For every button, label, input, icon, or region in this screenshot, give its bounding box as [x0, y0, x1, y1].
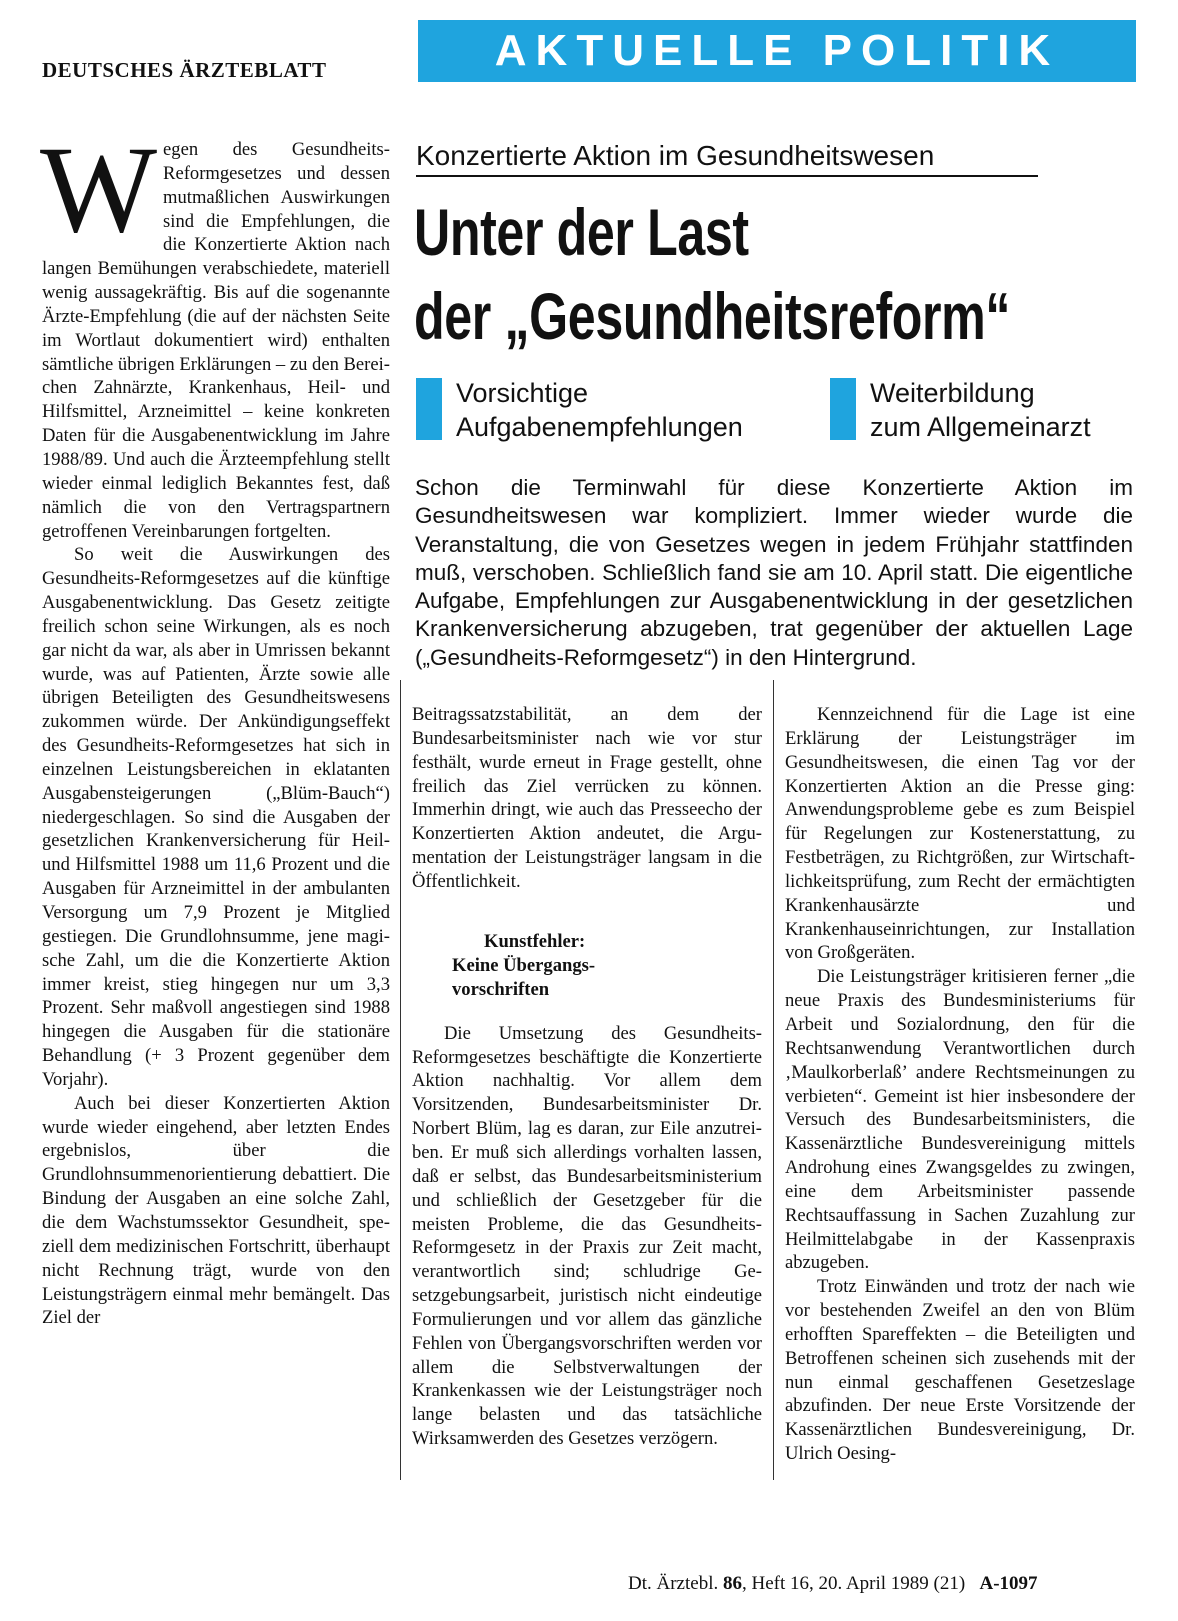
paragraph: Beitragssatzstabilität, an dem der Bundesarbeitsminister nach wie vor stur festhält, wurde erneut in Frage gestellt, ohne freilich das Ziel verrücken zu können. Immerhin dringt, wie auch das Presseecho der Konzertierten Aktion andeutet, die Argumentation der Leistungsträger langsam in die Öffentlichkeit. — [412, 704, 762, 892]
paragraph: So weit die Auswirkungen des Gesundheits-Reformgesetzes auf die künftige Ausgabenentwicklung. Das Gesetz zeitigte freilich schon seine Wirkungen, als es noch gar nicht da war, als aber in Umrissen bekannt wurde, was auf Patienten, Ärzte sowie alle übrigen Beteiligten des Gesundheitswesens zukommen würde. Der Ankündigungseffekt des Gesundheits-Reformgesetzes hat sich in einzelnen Leistungsbereichen in eklatanten Ausgabensteigerungen („Blüm-Bauch“) niedergeschlagen. So sind die Ausgaben der gesetzlichen Krankenversicherung für Heil- und Hilfsmittel 1988 um 11,6 Prozent und die Ausgaben für Arzneimittel in der ambulanten Versorgung um 7,9 Prozent je Mitglied gestiegen. Die Grundlohnsumme, jene magische Zahl, um die die Konzertierte Aktion immer kreist, stieg hingegen nur um 3,3 Prozent. Sehr maßvoll angestiegen sind 1988 hingegen die Ausgaben für die stationäre Behandlung (+ 3 Prozent gegenüber dem Vorjahr). — [42, 544, 390, 1090]
drop-cap: W — [40, 121, 158, 258]
subtitle-line: Aufgabenempfehlungen — [456, 412, 743, 442]
subtitle-block — [416, 376, 796, 446]
subheading-line: Keine Übergangs- — [452, 954, 596, 976]
journal-name: Dt. Ärztebl. — [628, 1573, 719, 1594]
volume-number: 86 — [722, 1573, 742, 1594]
subtitle-line: Vorsichtige — [456, 378, 589, 408]
paragraph: Die Leistungsträger kritisieren ferner „die neue Praxis des Bundesministeriums für Arbeit und Sozialordnung, den für die Rechtsanwendung Verantwortlichen durch ‚Maulkorberlaß’ andere Rechtsmeinungen zu verbieten“. Gemeint ist hier insbesondere der Versuch des Bundesarbeitsministers, die Kassenärztliche Bundesvereinigung mittels Androhung eines Zwangsgeldes zu zwingen, eine dem Arbeitsminister passende Rechtsauffassung in Sachen Zuzahlung zur Heilmittelabgabe in der Kassenpraxis abzugeben. — [785, 966, 1135, 1274]
paragraph: Auch bei dieser Konzertierten Aktion wurde wieder eingehend, aber letzten Endes ergebnislos, über die Grundlohnsummenorientierung debattiert. Die Bindung der Ausgaben an eine solche Zahl, die dem Wachstumssektor Gesundheit, speziell dem medizinischen Fortschritt, überhaupt nicht Rechnung trägt, wurde von den Leistungsträgern einmal mehr bemängelt. Das Ziel der — [42, 1092, 390, 1329]
subheading-line: vorschriften — [452, 978, 550, 1000]
opening-paragraph — [40, 121, 390, 543]
masthead: DEUTSCHES ÄRZTEBLATT — [42, 58, 327, 82]
headline-line: der „Gesundheitsreform“ — [414, 279, 1011, 353]
page-footer — [628, 1573, 1038, 1595]
subtitle-line: Weiterbildung — [870, 378, 1035, 408]
section-banner: AKTUELLE POLITIK — [418, 20, 1136, 82]
article-column-3 — [785, 703, 1135, 1466]
article-column-2 — [412, 703, 762, 1451]
column-divider — [773, 680, 774, 1480]
section-subheading — [452, 930, 762, 1002]
accent-bar — [830, 378, 856, 440]
subtitle-text — [456, 376, 743, 444]
subtitle-text — [870, 376, 1091, 444]
kicker: Konzertierte Aktion im Gesundheitswesen — [416, 140, 1038, 177]
paragraph: Trotz Einwänden und trotz der nach wie vor bestehenden Zweifel an den von Blüm erhofften Spareffekten – die Beteiligten und Betroffenen scheinen sich zusehends mit der nun einmal geschaffenen Gesetzeslage abzufinden. Der neue Erste Vorsitzende der Kassenärztlichen Bundesvereinigung, Dr. Ulrich Oesing- — [785, 1276, 1135, 1465]
page-number: A-1097 — [979, 1573, 1038, 1594]
headline — [414, 190, 1010, 358]
headline-line: Unter der Last — [414, 195, 749, 269]
paragraph: Kennzeichnend für die Lage ist eine Erklärung der Leistungsträger im Gesundheitswesen, die einen Tag vor der Konzertierten Aktion an die Presse ging: Anwendungsprobleme gebe es zum Beispiel für Regelungen zur Kostenerstattung, zu Festbeträgen, zu Richtgrößen, zur Wirtschaftlichkeitsprüfung, zum Recht der ermächtigten Krankenhausärzte und Krankenhauseinrichtungen, zur Installation von Großgeräten. — [785, 704, 1135, 964]
subheading-line: Kunstfehler: — [484, 930, 586, 952]
paragraph: Die Umsetzung des Gesundheits-Reformgesetzes beschäftigte die Konzertierte Aktion nachhaltig. Vor allem dem Vorsitzenden, Bundesarbeitsminister Dr. Norbert Blüm, lag es daran, zur Eile anzutreiben. Er muß sich allerdings vorhalten lassen, daß er selbst, das Bundesarbeitsministerium und schließlich der Gesetzgeber für die meisten Probleme, die das Gesundheits-Reformgesetz in der Praxis zur Zeit macht, verantwortlich sind; schludrige Gesetzgebungsarbeit, juristisch nicht eindeutige Formulierungen und vor allem das gänzliche Fehlen von Übergangsvorschriften werden vor allem die Selbstverwaltungen der Krankenkassen wie der Leistungsträger noch lange belasten und das tatsächliche Wirksamwerden des Gesetzes verzögern. — [412, 1022, 762, 1450]
accent-bar — [416, 378, 442, 440]
article-column-1 — [40, 121, 390, 1330]
subtitle-line: zum Allgemeinarzt — [870, 412, 1091, 442]
issue-info: , Heft 16, 20. April 1989 (21) — [741, 1573, 966, 1594]
column-divider — [400, 680, 401, 1480]
subtitle-block — [830, 376, 1135, 446]
paragraph-text: egen des Gesundheits-Reformgesetzes und dessen mutmaßlichen Auswirkungen sind die Empfehlungen, die die Konzertierte Aktion nach langen Bemühungen verabschiedete, materiell wenig aussagekräftig. Bis auf die sogenannte Ärzte-Empfehlung (die auf der nächsten Seite im Wortlaut dokumentiert wird) enthalten sämtliche übrigen Erklärungen – zu den Bereichen Zahnärzte, Krankenhaus, Heil- und Hilfsmittel, Arzneimittel – keine konkreten Daten für die Ausgabenentwicklung im Jahre 1988/89. Und auch die Ärzteempfehlung stellt wieder einmal lediglich Bekanntes fest, daß nämlich die von den Vertragspartnern getroffenen Vereinbarungen fortgelten. — [42, 139, 390, 542]
lead-paragraph: Schon die Terminwahl für diese Konzertierte Aktion im Gesundheitswesen war kompliziert. Immer wieder wurde die Veranstaltung, die von Gesetzes wegen in jedem Frühjahr stattfinden muß, verschoben. Schließlich fand sie am 10. April statt. Die eigentliche Aufgabe, Empfehlungen zur Ausgabenentwicklung in der gesetzlichen Krankenversicherung abzugeben, trat gegenüber der aktuellen Lage („Gesundheits-Reformgesetz“) in den Hintergrund. — [415, 475, 1133, 670]
